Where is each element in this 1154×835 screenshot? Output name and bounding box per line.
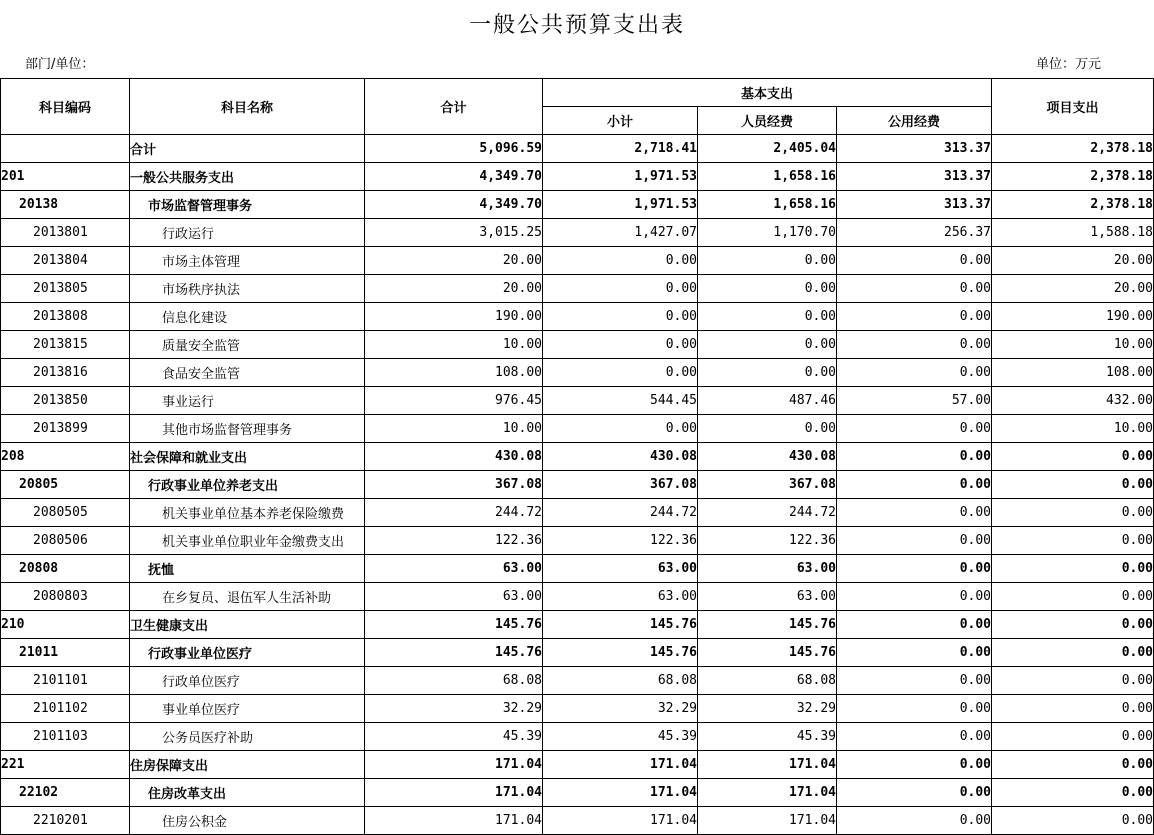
cell-total: 171.04 (365, 779, 543, 807)
table-row (1, 135, 1154, 163)
page-title: 一般公共预算支出表 (468, 13, 685, 38)
cell-personnel: 244.72 (698, 499, 837, 527)
cell-public: 0.00 (837, 443, 992, 471)
cell-subtotal: 430.08 (543, 443, 698, 471)
cell-project: 432.00 (992, 387, 1154, 415)
cell-public: 0.00 (837, 331, 992, 359)
cell-subtotal: 2,718.41 (543, 135, 698, 163)
table-row (1, 415, 1154, 443)
table-body (1, 135, 1154, 835)
table-row (1, 499, 1154, 527)
cell-total: 10.00 (365, 331, 543, 359)
header-public: 公用经费 (837, 107, 992, 135)
cell-code: 2013804 (1, 247, 130, 275)
cell-code: 221 (1, 751, 130, 779)
table-row (1, 443, 1154, 471)
cell-subtotal: 244.72 (543, 499, 698, 527)
cell-personnel: 171.04 (698, 779, 837, 807)
cell-name: 抚恤 (130, 555, 365, 583)
cell-public: 57.00 (837, 387, 992, 415)
cell-total: 20.00 (365, 275, 543, 303)
table-row (1, 583, 1154, 611)
cell-name: 市场监督管理事务 (130, 191, 365, 219)
cell-code: 210 (1, 611, 130, 639)
budget-table (0, 78, 1154, 835)
cell-name: 住房改革支出 (130, 779, 365, 807)
table-row (1, 807, 1154, 835)
cell-total: 32.29 (365, 695, 543, 723)
cell-subtotal: 45.39 (543, 723, 698, 751)
cell-personnel: 487.46 (698, 387, 837, 415)
cell-subtotal: 145.76 (543, 639, 698, 667)
cell-public: 256.37 (837, 219, 992, 247)
cell-subtotal: 1,971.53 (543, 163, 698, 191)
cell-code: 2080505 (1, 499, 130, 527)
cell-personnel: 32.29 (698, 695, 837, 723)
table-row (1, 247, 1154, 275)
cell-code: 2013815 (1, 331, 130, 359)
cell-public: 0.00 (837, 415, 992, 443)
cell-name: 公务员医疗补助 (130, 723, 365, 751)
cell-project: 0.00 (992, 611, 1154, 639)
cell-subtotal: 0.00 (543, 275, 698, 303)
cell-project: 0.00 (992, 695, 1154, 723)
cell-public: 0.00 (837, 471, 992, 499)
cell-project: 0.00 (992, 527, 1154, 555)
cell-name: 质量安全监管 (130, 331, 365, 359)
table-row (1, 163, 1154, 191)
cell-total: 108.00 (365, 359, 543, 387)
table-row (1, 359, 1154, 387)
header-total: 合计 (365, 79, 543, 135)
cell-personnel: 0.00 (698, 359, 837, 387)
cell-code: 21011 (1, 639, 130, 667)
cell-project: 2,378.18 (992, 163, 1154, 191)
cell-total: 10.00 (365, 415, 543, 443)
cell-total: 63.00 (365, 555, 543, 583)
cell-project: 190.00 (992, 303, 1154, 331)
cell-public: 0.00 (837, 695, 992, 723)
cell-personnel: 430.08 (698, 443, 837, 471)
cell-personnel: 0.00 (698, 303, 837, 331)
cell-total: 4,349.70 (365, 191, 543, 219)
cell-code: 20805 (1, 471, 130, 499)
cell-public: 0.00 (837, 555, 992, 583)
table-row (1, 527, 1154, 555)
cell-project: 0.00 (992, 443, 1154, 471)
cell-name: 其他市场监督管理事务 (130, 415, 365, 443)
cell-name: 行政事业单位医疗 (130, 639, 365, 667)
cell-name: 住房保障支出 (130, 751, 365, 779)
table-row (1, 667, 1154, 695)
cell-project: 2,378.18 (992, 135, 1154, 163)
cell-public: 0.00 (837, 499, 992, 527)
cell-project: 0.00 (992, 779, 1154, 807)
cell-code: 2080506 (1, 527, 130, 555)
cell-project: 0.00 (992, 807, 1154, 835)
cell-subtotal: 544.45 (543, 387, 698, 415)
cell-project: 0.00 (992, 751, 1154, 779)
cell-total: 4,349.70 (365, 163, 543, 191)
cell-total: 122.36 (365, 527, 543, 555)
cell-subtotal: 122.36 (543, 527, 698, 555)
cell-name: 事业单位医疗 (130, 695, 365, 723)
table-row (1, 779, 1154, 807)
cell-subtotal: 0.00 (543, 415, 698, 443)
cell-public: 0.00 (837, 611, 992, 639)
cell-project: 0.00 (992, 583, 1154, 611)
cell-public: 0.00 (837, 667, 992, 695)
cell-total: 5,096.59 (365, 135, 543, 163)
table-header (1, 79, 1154, 135)
cell-name: 机关事业单位职业年金缴费支出 (130, 527, 365, 555)
table-row (1, 219, 1154, 247)
header-project: 项目支出 (992, 79, 1154, 135)
cell-code: 2013816 (1, 359, 130, 387)
cell-project: 0.00 (992, 667, 1154, 695)
cell-personnel: 171.04 (698, 751, 837, 779)
cell-subtotal: 63.00 (543, 555, 698, 583)
header-personnel: 人员经费 (698, 107, 837, 135)
cell-code: 2210201 (1, 807, 130, 835)
table-row (1, 555, 1154, 583)
cell-total: 430.08 (365, 443, 543, 471)
cell-project: 20.00 (992, 275, 1154, 303)
department-label: 部门/单位： (25, 57, 95, 72)
table-row (1, 331, 1154, 359)
cell-project: 20.00 (992, 247, 1154, 275)
header-name: 科目名称 (130, 79, 365, 135)
cell-project: 10.00 (992, 331, 1154, 359)
cell-subtotal: 1,427.07 (543, 219, 698, 247)
cell-public: 0.00 (837, 807, 992, 835)
cell-code: 2013808 (1, 303, 130, 331)
cell-code: 2013805 (1, 275, 130, 303)
cell-subtotal: 1,971.53 (543, 191, 698, 219)
cell-code: 2080803 (1, 583, 130, 611)
cell-project: 1,588.18 (992, 219, 1154, 247)
table-row (1, 611, 1154, 639)
cell-personnel: 1,170.70 (698, 219, 837, 247)
cell-public: 0.00 (837, 303, 992, 331)
cell-total: 3,015.25 (365, 219, 543, 247)
cell-personnel: 0.00 (698, 331, 837, 359)
cell-personnel: 0.00 (698, 415, 837, 443)
cell-personnel: 63.00 (698, 555, 837, 583)
table-row (1, 275, 1154, 303)
cell-name: 市场秩序执法 (130, 275, 365, 303)
cell-name: 行政运行 (130, 219, 365, 247)
cell-project: 0.00 (992, 639, 1154, 667)
cell-code: 2101101 (1, 667, 130, 695)
cell-personnel: 171.04 (698, 807, 837, 835)
cell-project: 10.00 (992, 415, 1154, 443)
cell-name: 机关事业单位基本养老保险缴费 (130, 499, 365, 527)
cell-total: 171.04 (365, 751, 543, 779)
cell-name: 事业运行 (130, 387, 365, 415)
cell-name: 一般公共服务支出 (130, 163, 365, 191)
table-row (1, 387, 1154, 415)
cell-personnel: 145.76 (698, 639, 837, 667)
cell-code: 2013899 (1, 415, 130, 443)
cell-personnel: 1,658.16 (698, 191, 837, 219)
cell-personnel: 45.39 (698, 723, 837, 751)
cell-subtotal: 0.00 (543, 247, 698, 275)
cell-code: 20808 (1, 555, 130, 583)
cell-public: 313.37 (837, 135, 992, 163)
cell-name: 合计 (130, 135, 365, 163)
cell-public: 0.00 (837, 779, 992, 807)
header-basic: 基本支出 (543, 79, 992, 107)
cell-code: 201 (1, 163, 130, 191)
cell-code (1, 135, 130, 163)
cell-name: 在乡复员、退伍军人生活补助 (130, 583, 365, 611)
cell-code: 22102 (1, 779, 130, 807)
header-subtotal: 小计 (543, 107, 698, 135)
cell-code: 2013801 (1, 219, 130, 247)
cell-public: 0.00 (837, 639, 992, 667)
cell-name: 社会保障和就业支出 (130, 443, 365, 471)
cell-subtotal: 145.76 (543, 611, 698, 639)
cell-name: 住房公积金 (130, 807, 365, 835)
cell-total: 367.08 (365, 471, 543, 499)
cell-code: 20138 (1, 191, 130, 219)
cell-subtotal: 171.04 (543, 751, 698, 779)
cell-total: 63.00 (365, 583, 543, 611)
cell-name: 卫生健康支出 (130, 611, 365, 639)
cell-name: 信息化建设 (130, 303, 365, 331)
cell-total: 171.04 (365, 807, 543, 835)
table-row (1, 751, 1154, 779)
cell-total: 145.76 (365, 639, 543, 667)
unit-label: 单位：万元 (1036, 57, 1102, 72)
cell-code: 2101103 (1, 723, 130, 751)
table-row (1, 303, 1154, 331)
cell-project: 0.00 (992, 499, 1154, 527)
cell-total: 68.08 (365, 667, 543, 695)
cell-project: 0.00 (992, 471, 1154, 499)
table-row (1, 639, 1154, 667)
cell-project: 0.00 (992, 723, 1154, 751)
cell-total: 244.72 (365, 499, 543, 527)
cell-subtotal: 68.08 (543, 667, 698, 695)
cell-total: 190.00 (365, 303, 543, 331)
table-row (1, 723, 1154, 751)
cell-personnel: 1,658.16 (698, 163, 837, 191)
table-row (1, 191, 1154, 219)
cell-public: 0.00 (837, 359, 992, 387)
cell-subtotal: 0.00 (543, 303, 698, 331)
cell-total: 145.76 (365, 611, 543, 639)
cell-public: 0.00 (837, 275, 992, 303)
table-row (1, 695, 1154, 723)
cell-personnel: 367.08 (698, 471, 837, 499)
cell-total: 45.39 (365, 723, 543, 751)
cell-name: 行政事业单位养老支出 (130, 471, 365, 499)
cell-name: 行政单位医疗 (130, 667, 365, 695)
cell-subtotal: 367.08 (543, 471, 698, 499)
cell-subtotal: 171.04 (543, 779, 698, 807)
cell-code: 2101102 (1, 695, 130, 723)
cell-personnel: 2,405.04 (698, 135, 837, 163)
header-code: 科目编码 (1, 79, 130, 135)
cell-project: 2,378.18 (992, 191, 1154, 219)
cell-personnel: 68.08 (698, 667, 837, 695)
cell-public: 0.00 (837, 751, 992, 779)
cell-public: 0.00 (837, 583, 992, 611)
cell-personnel: 145.76 (698, 611, 837, 639)
cell-total: 20.00 (365, 247, 543, 275)
cell-total: 976.45 (365, 387, 543, 415)
cell-code: 2013850 (1, 387, 130, 415)
cell-public: 0.00 (837, 723, 992, 751)
cell-public: 0.00 (837, 247, 992, 275)
cell-public: 313.37 (837, 191, 992, 219)
cell-subtotal: 32.29 (543, 695, 698, 723)
cell-subtotal: 171.04 (543, 807, 698, 835)
cell-personnel: 0.00 (698, 247, 837, 275)
cell-public: 0.00 (837, 527, 992, 555)
cell-name: 市场主体管理 (130, 247, 365, 275)
cell-code: 208 (1, 443, 130, 471)
cell-subtotal: 0.00 (543, 331, 698, 359)
cell-personnel: 0.00 (698, 275, 837, 303)
cell-project: 108.00 (992, 359, 1154, 387)
cell-public: 313.37 (837, 163, 992, 191)
cell-subtotal: 63.00 (543, 583, 698, 611)
cell-personnel: 122.36 (698, 527, 837, 555)
table-row (1, 471, 1154, 499)
cell-subtotal: 0.00 (543, 359, 698, 387)
cell-personnel: 63.00 (698, 583, 837, 611)
cell-project: 0.00 (992, 555, 1154, 583)
cell-name: 食品安全监管 (130, 359, 365, 387)
